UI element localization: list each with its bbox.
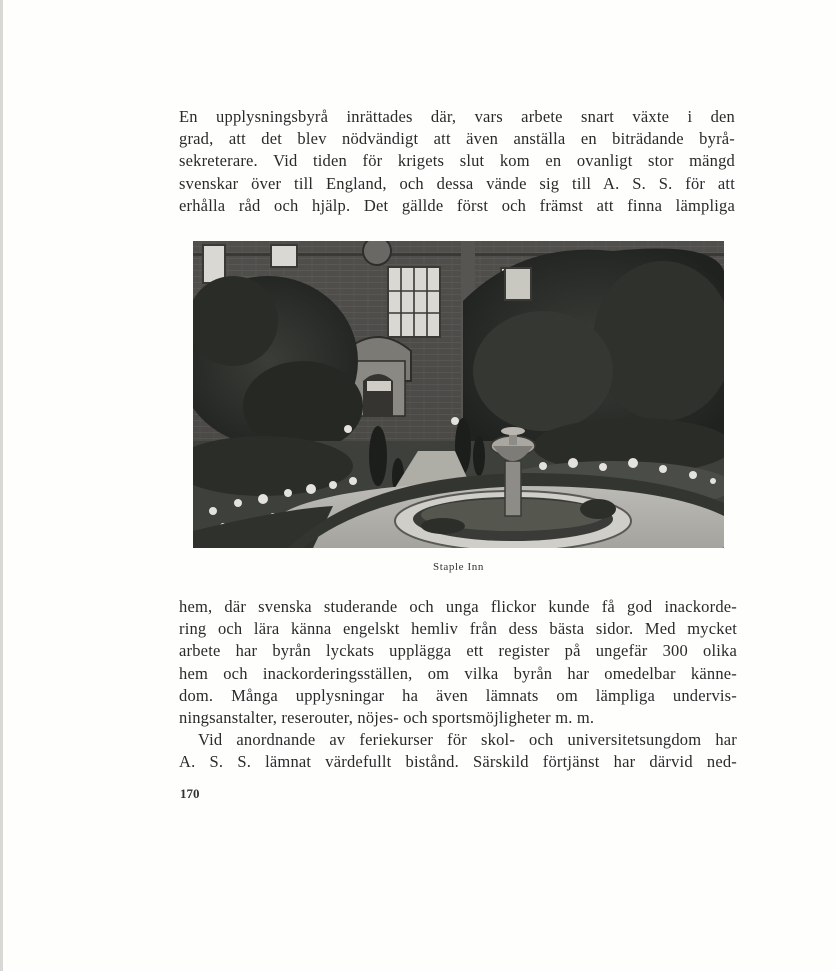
text-line: Vid anordnande av feriekurser för skol- och universitetsungdom har	[198, 730, 737, 750]
text-line: A. S. S. lämnat värdefullt bistånd. Särskild förtjänst har därvid ned-	[179, 752, 737, 772]
paragraph-bottom	[179, 596, 737, 774]
text-line: arbete har byrån lyckats upplägga ett register på ungefär 300 olika	[179, 641, 737, 661]
text-line: En upplysningsbyrå inrättades där, vars arbete snart växte i den	[179, 107, 735, 126]
photo-caption: Staple Inn	[433, 561, 484, 573]
text-line-last: ningsanstalter, reserouter, nöjes- och sportsmöjligheter m. m.	[179, 708, 595, 728]
page-number: 170	[180, 786, 200, 801]
text-line: ring och lära känna engelskt hemliv från dess bästa sidor. Med mycket	[179, 619, 737, 639]
text-line: dom. Många upplysningar ha även lämnats om lämpliga undervis-	[179, 685, 737, 705]
text-line: sekreterare. Vid tiden för krigets slut kom en ovanligt stor mängd	[179, 151, 735, 171]
paragraph-top	[179, 106, 735, 217]
courtyard-illustration	[193, 241, 724, 548]
text-line: erhålla råd och hjälp. Det gällde först och främst att finna lämpliga	[179, 195, 735, 215]
text-line: hem och inackorderingsställen, om vilka byrån har omedelbar känne-	[179, 663, 737, 683]
text-line: hem, där svenska studerande och unga flickor kunde få god inackorde-	[179, 597, 737, 616]
text-line: grad, att det blev nödvändigt att även anställa en biträdande byrå-	[179, 129, 735, 149]
text-line: svenskar över till England, och dessa vände sig till A. S. S. för att	[179, 173, 735, 193]
garden-photograph	[193, 241, 724, 548]
